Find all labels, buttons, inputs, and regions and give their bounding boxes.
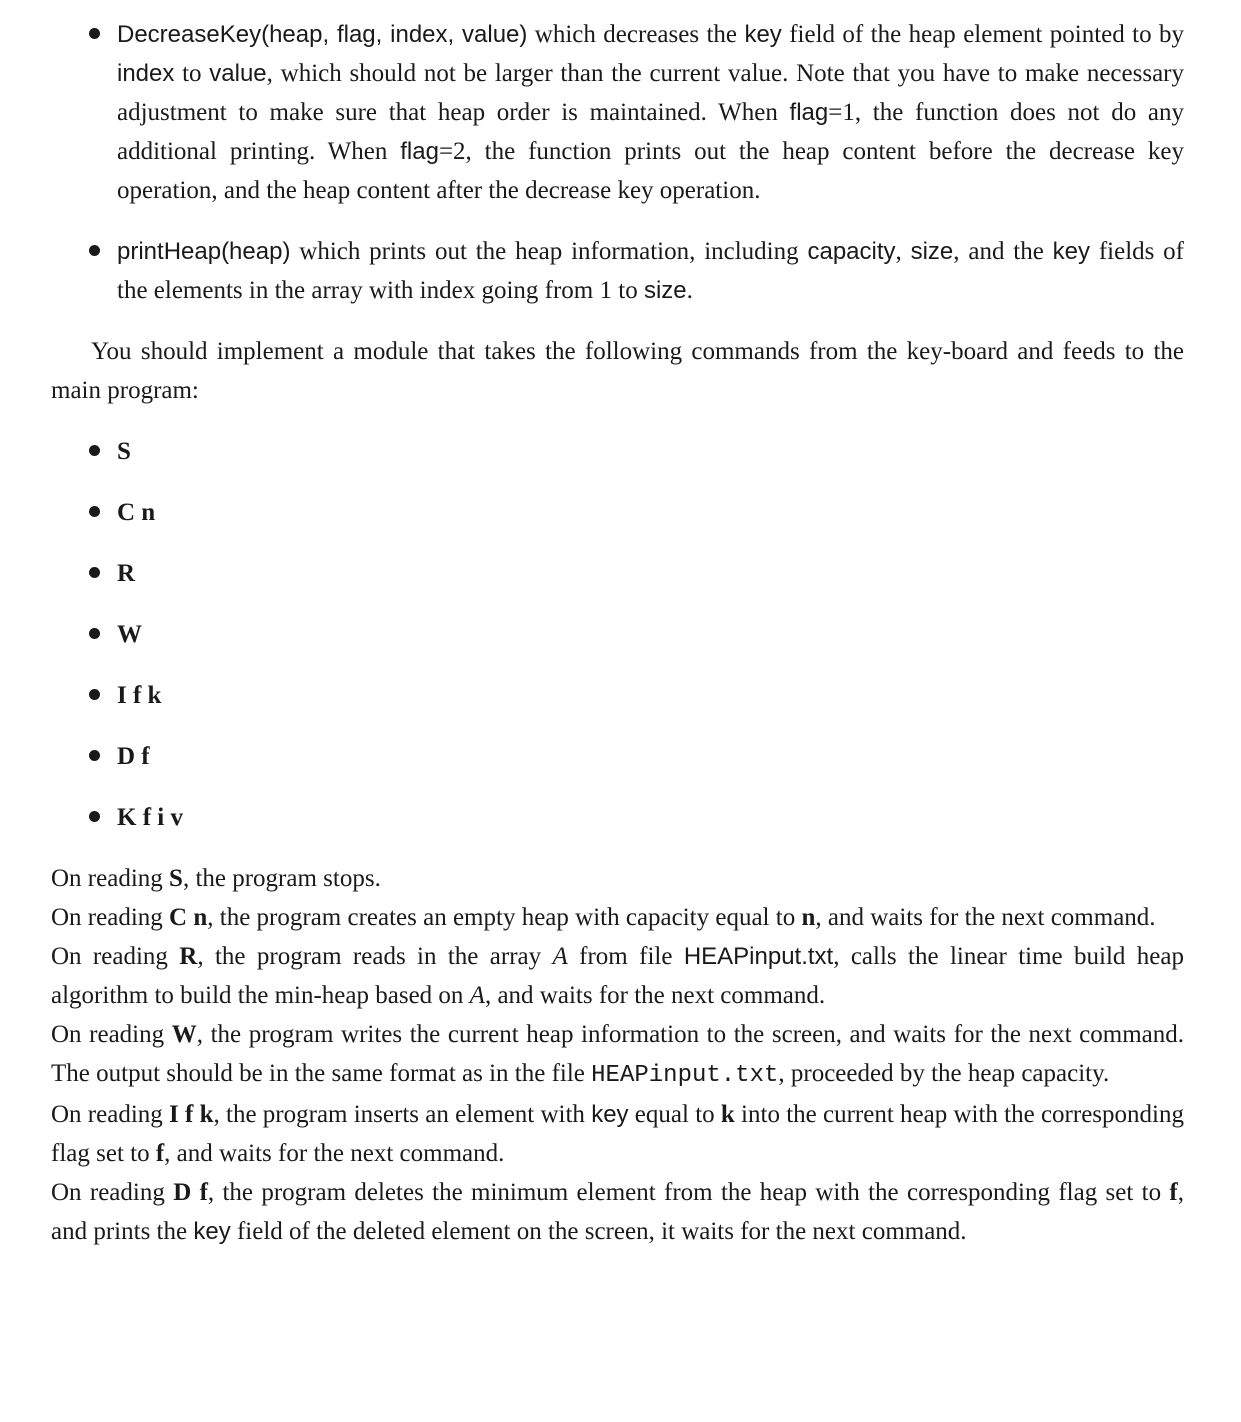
code-term: key [193, 1218, 231, 1245]
code-term: key [591, 1101, 629, 1128]
function-list [51, 15, 1184, 310]
code-term: index [117, 60, 175, 87]
function-signature: printHeap(heap) [117, 238, 291, 265]
intro-paragraph: You should implement a module that takes the following commands from the key-board and feeds to the main program: [51, 338, 1184, 404]
function-item-printheap: printHeap(heap) which prints out the heap information, including capacity, size, and the key fields of the elements in the array with index going from 1 to size. [51, 232, 1184, 310]
desc-write: On reading W, the program writes the current heap information to the screen, and waits for the next command. The output should be in the same format as in the file HEAPinput.txt, proceeded by the heap capacity. [51, 1021, 1184, 1089]
desc-create: On reading C n, the program creates an empty heap with capacity equal to n, and waits for the next command. [51, 904, 1156, 931]
bullet-icon [89, 506, 100, 517]
desc-insert: On reading I f k, the program inserts an element with key equal to k into the current heap with the corresponding flag set to f, and waits for the next command. [51, 1101, 1184, 1167]
code-term: key [1052, 238, 1090, 265]
command-item: D f [51, 737, 1184, 776]
file-name: HEAPinput.txt [683, 943, 834, 970]
command-list [51, 432, 1184, 837]
bullet-icon [89, 689, 100, 700]
code-term: value [209, 60, 267, 87]
desc-delete: On reading D f, the program deletes the minimum element from the heap with the corresponding flag set to f, and prints the key field of the deleted element on the screen, it waits for the next command. [51, 1179, 1184, 1245]
code-term: size [910, 238, 954, 265]
command-item: C n [51, 493, 1184, 532]
bullet-icon [89, 811, 100, 822]
command-item: R [51, 554, 1184, 593]
code-term: flag [400, 138, 439, 165]
desc-stop: On reading S, the program stops. [51, 865, 381, 892]
desc-read: On reading R, the program reads in the array A from file HEAPinput.txt, calls the linear time build heap algorithm to build the min-heap based on A, and waits for the next command. [51, 943, 1184, 1009]
bullet-icon [89, 28, 100, 39]
document-page [51, 15, 1184, 1251]
function-signature: DecreaseKey(heap, flag, index, value) [117, 21, 528, 48]
bullet-icon [89, 245, 100, 256]
bullet-icon [89, 567, 100, 578]
code-term: key [744, 21, 782, 48]
command-item: W [51, 615, 1184, 654]
bullet-icon [89, 445, 100, 456]
code-term: flag [789, 99, 829, 126]
command-item: I f k [51, 676, 1184, 715]
bullet-icon [89, 628, 100, 639]
bullet-icon [89, 750, 100, 761]
code-term: size [643, 277, 687, 304]
command-item: S [51, 432, 1184, 471]
file-name: HEAPinput.txt [591, 1062, 779, 1089]
command-item: K f i v [51, 798, 1184, 837]
function-item-decreasekey: DecreaseKey(heap, flag, index, value) which decreases the key field of the heap element pointed to by index to value, which should not be larger than the current value. Note that you have to make necessary adjustment to make sure that heap order is maintained. When flag=1, the function does not do any additional printing. When flag=2, the function prints out the heap content before the decrease key operation, and the heap content after the decrease key operation. [51, 15, 1184, 210]
code-term: capacity [807, 238, 896, 265]
